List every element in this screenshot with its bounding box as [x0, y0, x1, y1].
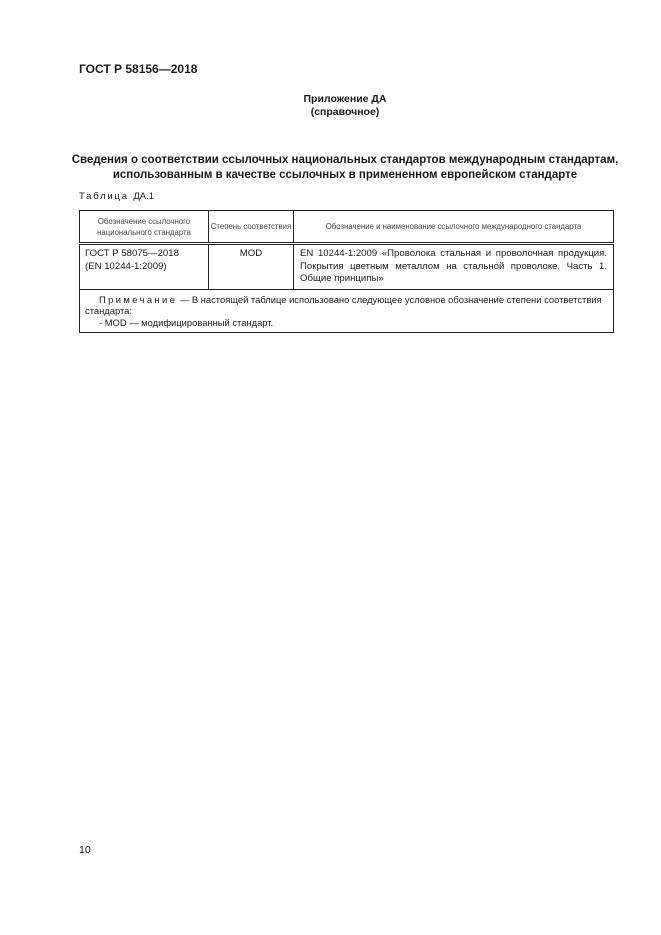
- header-international-standard: Обозначение и наименование ссылочного международного стандарта: [294, 211, 614, 244]
- national-standard-code: ГОСТ Р 58075—2018: [85, 248, 179, 259]
- section-title-line-2: использованным в качестве ссылочных в примененном европейском стандарте: [112, 169, 578, 181]
- note-text: — В настоящей таблице использовано следующее условное обозначение степени соответствия стандарта:: [85, 293, 602, 316]
- table-caption-number: ДА.1: [133, 191, 155, 202]
- section-title: [60, 153, 630, 183]
- table-caption: [79, 191, 154, 202]
- table-header-row: [80, 211, 614, 244]
- national-standard-equivalent: (EN 10244-1:2009): [85, 260, 167, 272]
- table-note: [80, 289, 614, 333]
- document-code: ГОСТ Р 58156—2018: [79, 62, 198, 76]
- cell-degree: MOD: [209, 244, 294, 290]
- annex-heading: [0, 93, 661, 119]
- section-title-line-1: Сведения о соответствии ссылочных национальных стандартов международным стандартам,: [71, 154, 619, 166]
- reference-standards-table: [79, 210, 614, 333]
- cell-international-standard: EN 10244-1:2009 «Проволока стальная и проволочная продукция. Покрытия цветным металлом на стальной проволоке. Часть 1. Общие принципы»: [294, 244, 614, 290]
- note-item: - MOD — модифицированный стандарт.: [99, 316, 274, 328]
- annex-subtitle: (справочное): [310, 106, 380, 118]
- table-note-row: [80, 289, 614, 333]
- header-degree: Степень соответствия: [209, 211, 294, 244]
- table-row: [80, 244, 614, 290]
- table-caption-word: Таблица: [79, 191, 129, 202]
- cell-national-standard: [80, 244, 209, 290]
- note-label: Примечание: [99, 293, 178, 305]
- annex-title: Приложение ДА: [303, 93, 387, 105]
- page-number: 10: [79, 844, 91, 856]
- header-national-standard: Обозначение ссылочного национального стандарта: [80, 211, 209, 244]
